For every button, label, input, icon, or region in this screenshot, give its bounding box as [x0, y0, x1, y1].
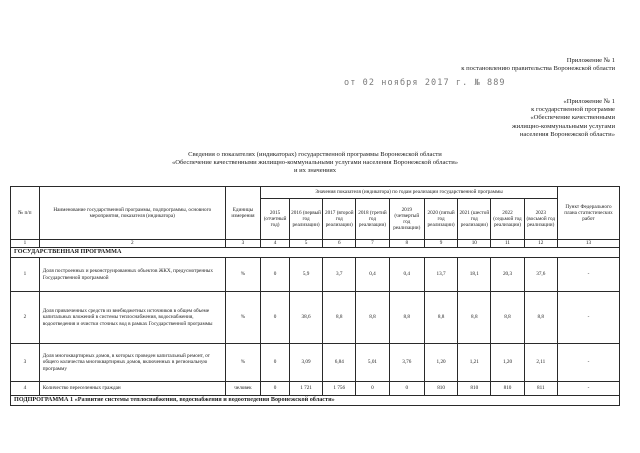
- title-line: и их значениях: [293, 167, 337, 175]
- header-no: № п/п: [11, 187, 40, 240]
- row-value: 0: [356, 382, 389, 396]
- column-number: 1: [11, 240, 40, 248]
- row-value: 8,8: [424, 292, 457, 344]
- row-value: 811: [524, 382, 557, 396]
- column-number: 3: [225, 240, 260, 248]
- row-value: 37,6: [524, 258, 557, 292]
- row-value: 1,21: [458, 344, 491, 382]
- row-unit: человек: [225, 382, 260, 396]
- header-name: Наименование государственной программы, подпрограммы, основного мероприятия, показателя (индикатора): [39, 187, 225, 240]
- header-values-group: Значения показателя (индикатора) по годам реализации государственной программы: [261, 187, 558, 199]
- row-no: 4: [11, 382, 40, 396]
- row-no: 2: [11, 292, 40, 344]
- column-number: 7: [356, 240, 389, 248]
- indicators-table: [10, 186, 620, 406]
- row-value: 0: [261, 382, 290, 396]
- header-federal: Пункт Федерального плана статистических работ: [557, 187, 619, 240]
- row-value: 0: [261, 258, 290, 292]
- row-federal: -: [557, 292, 619, 344]
- column-number: 10: [458, 240, 491, 248]
- column-number: 9: [424, 240, 457, 248]
- row-value: 0,4: [356, 258, 389, 292]
- row-name: Доля многоквартирных домов, в которых проведен капитальный ремонт, от общего количества многоквартирных домов, включенных в региональную программу: [39, 344, 225, 382]
- appendix-line: жилищно-коммунальными услугами: [512, 122, 615, 130]
- section-subprogram: ПОДПРОГРАММА 1 «Развитие системы теплоснабжения, водоснабжения и водоотведения Воронежской области»: [11, 396, 620, 406]
- header-year: 2020 (пятый год реализации): [424, 199, 457, 240]
- row-federal: -: [557, 382, 619, 396]
- row-value: 8,8: [389, 292, 424, 344]
- row-value: 1,20: [424, 344, 457, 382]
- row-value: 6,84: [323, 344, 356, 382]
- row-value: 8,8: [356, 292, 389, 344]
- column-number: 5: [289, 240, 322, 248]
- row-value: 810: [458, 382, 491, 396]
- appendix-line: «Приложение № 1: [563, 98, 615, 105]
- row-unit: %: [225, 258, 260, 292]
- row-value: 3,09: [289, 344, 322, 382]
- row-value: 20,3: [491, 258, 524, 292]
- header-year: 2017 (второй год реализации): [323, 199, 356, 240]
- row-value: 0: [261, 344, 290, 382]
- row-value: 810: [424, 382, 457, 396]
- row-unit: %: [225, 344, 260, 382]
- row-name: Доля привлеченных средств из внебюджетных источников в общем объеме капитальных вложений в системы теплоснабжения, водоснабжения, водоотведения и очистки сточных вод в рамках Государственной программы: [39, 292, 225, 344]
- header-unit: Единицы измерения: [225, 187, 260, 240]
- row-federal: -: [557, 258, 619, 292]
- row-value: 3,7: [323, 258, 356, 292]
- header-year: 2019 (четвертый год реализации): [389, 199, 424, 240]
- row-value: 13,7: [424, 258, 457, 292]
- column-number: 11: [491, 240, 524, 248]
- table-row: [11, 258, 620, 292]
- row-value: 8,8: [524, 292, 557, 344]
- column-number: 6: [323, 240, 356, 248]
- row-name: Доля построенных и реконструированных объектов ЖКХ, предусмотренных Государственной программой: [39, 258, 225, 292]
- appendix-header: [461, 57, 615, 73]
- row-name: Количество переселенных граждан: [39, 382, 225, 396]
- header-year: 2016 (первый год реализации): [289, 199, 322, 240]
- row-value: 0,4: [389, 258, 424, 292]
- row-value: 38,6: [289, 292, 322, 344]
- appendix-line: «Обеспечение качественными: [530, 114, 615, 122]
- row-value: 8,8: [491, 292, 524, 344]
- row-value: 5,9: [289, 258, 322, 292]
- document-title: [120, 151, 510, 176]
- row-value: 1 721: [289, 382, 322, 396]
- row-value: 8,8: [323, 292, 356, 344]
- header-year: 2021 (шестой год реализации): [458, 199, 491, 240]
- row-value: 0: [261, 292, 290, 344]
- column-number: 2: [39, 240, 225, 248]
- appendix-line: к государственной программе: [531, 106, 615, 114]
- row-value: 18,1: [458, 258, 491, 292]
- header-year: 2015 (отчетный год): [261, 199, 290, 240]
- header-year: 2018 (третий год реализации): [356, 199, 389, 240]
- row-value: 5,01: [356, 344, 389, 382]
- row-value: 1 756: [323, 382, 356, 396]
- decree-stamp: от 02 ноября 2017 г. № 889: [344, 78, 506, 88]
- column-number: 8: [389, 240, 424, 248]
- row-no: 1: [11, 258, 40, 292]
- row-no: 3: [11, 344, 40, 382]
- header-year: 2022 (седьмой год реализации): [491, 199, 524, 240]
- table-row: [11, 344, 620, 382]
- appendix-line: к постановлению правительства Воронежской области: [461, 65, 615, 73]
- row-value: 8,8: [458, 292, 491, 344]
- header-year: 2023 (восьмой год реализации): [524, 199, 557, 240]
- row-value: 3,76: [389, 344, 424, 382]
- column-number: 13: [557, 240, 619, 248]
- title-line: «Обеспечение качественными жилищно-коммунальными услугами населения Воронежской области»: [171, 159, 459, 167]
- column-number: 12: [524, 240, 557, 248]
- row-value: 1,20: [491, 344, 524, 382]
- section-program: ГОСУДАРСТВЕННАЯ ПРОГРАММА: [11, 248, 620, 258]
- row-value: 0: [389, 382, 424, 396]
- appendix-line: Приложение № 1: [566, 57, 615, 64]
- row-value: 2,11: [524, 344, 557, 382]
- row-value: 810: [491, 382, 524, 396]
- row-unit: %: [225, 292, 260, 344]
- column-number: 4: [261, 240, 290, 248]
- title-line: Сведения о показателях (индикаторах) государственной программы Воронежской области: [188, 151, 442, 158]
- appendix-line: населения Воронежской области»: [519, 130, 615, 138]
- table-row: [11, 292, 620, 344]
- row-federal: -: [557, 344, 619, 382]
- program-appendix-header: [512, 98, 615, 139]
- table-row: [11, 382, 620, 396]
